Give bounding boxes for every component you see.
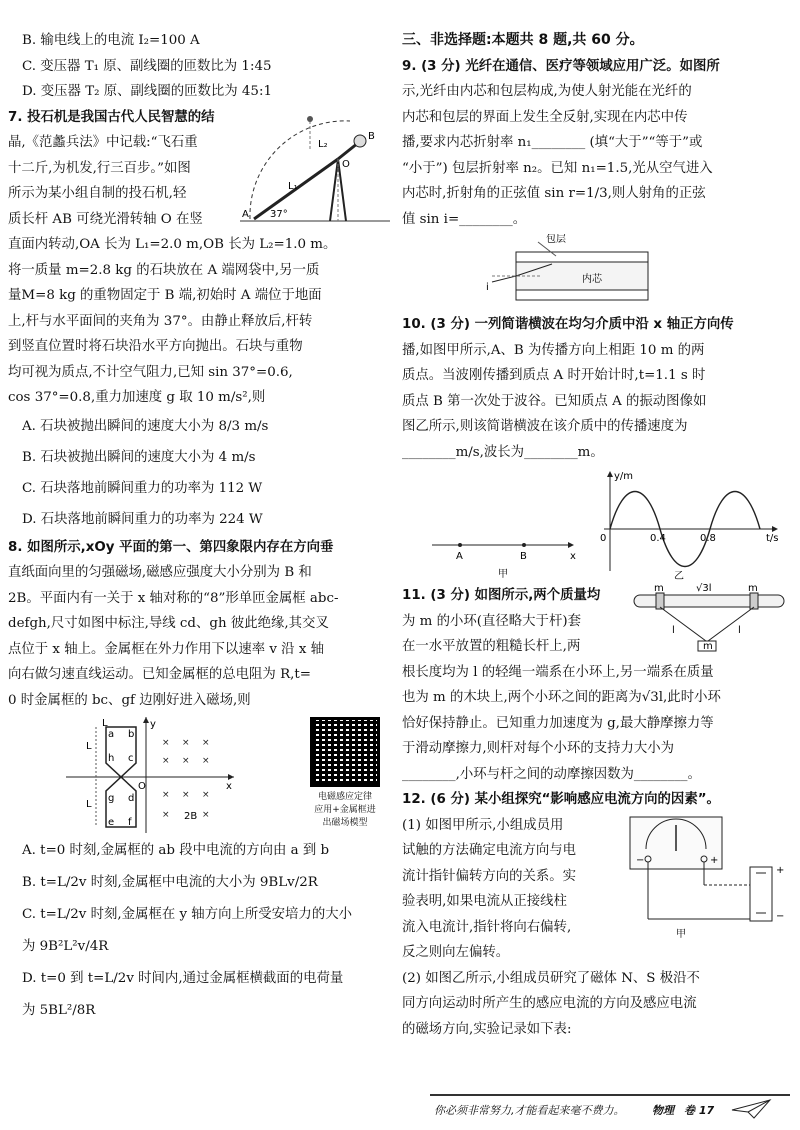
t-axis-label: t/s [766,533,779,544]
vibration-graph [590,467,790,581]
svg-text:×: × [182,738,190,748]
page-footer [430,1094,790,1124]
svg-text:×: × [162,810,170,820]
q7-line: 所示为某小组自制的投石机,轻 [8,186,187,201]
pivot-o-label: O [342,158,350,170]
galvanometer-circuit-diagram [624,815,792,941]
q10-line: ________m/s,波长为________m。 [402,444,604,460]
q11-line: 11. (3 分) 如图所示,两个质量均 [402,588,601,603]
q6-options [8,28,392,105]
svg-text:×: × [162,756,170,766]
vertex-d-label: d [128,793,135,804]
battery-plus: + [776,865,785,876]
qr-code[interactable] [310,717,380,787]
ring-right-mass: m [748,583,758,594]
q12-line: (1) 如图甲所示,小组成员用 [402,817,564,833]
q8-line: 2B。平面内有一关于 x 轴对称的“8”形单匝金属框 abc- [8,590,339,606]
caption-jia: 甲 [676,929,686,940]
q8-line: 点位于 x 轴上。金属框在外力作用下以速率 v 沿 x 轴 [8,641,325,657]
q7-line: 量M=8 kg 的重物固定于 B 端,初始时 A 端位于地面 [8,288,322,303]
vertex-c-label: c [128,753,134,764]
q7-line: 上,杆与水平面间的夹角为 37°。由静止释放后,杆转 [8,313,313,329]
svg-text:×: × [162,790,170,800]
q11-line: 根长度均为 l 的轻绳一端系在小环上,另一端系在质量 [402,664,714,680]
q6-option-b: B. 输电线上的电流 I₂=100 A [22,33,200,48]
q12-line: (2) 如图乙所示,小组成员研究了磁体 N、S 极沿不 [402,970,700,986]
origin-label: O [138,781,146,792]
label-l-left-1: L [86,741,92,752]
svg-text:×: × [202,756,210,766]
question-8 [8,535,392,1028]
counterweight [354,135,366,147]
q9-line: 内芯时,折射角的正弦值 sin r=1/3,则人射角的正弦 [402,186,706,201]
q10-line: 10. (3 分) 一列简谐横波在均匀介质中沿 x 轴正方向传 [402,317,734,332]
q7-option-b: B. 石块被抛出瞬间的速度大小为 4 m/s [22,449,256,465]
x-axis-label: x [570,551,576,562]
l1-label: L₁ [288,180,298,192]
qr-caption: 电磁感应定律应用+金属框进出磁场模型 [314,792,376,828]
q8-line: 直纸面向里的匀强磁场,磁感应强度大小分别为 B 和 [8,565,312,580]
caption-jia: 甲 [498,569,508,579]
footer-motto: 你必须非常努力,才能看起来毫不费力。 [434,1104,625,1117]
q11-line: 在一水平放置的粗糙长杆上,两 [402,639,581,654]
q12-line: 验表明,如果电流从正接线柱 [402,894,567,909]
y-axis-label: y [150,719,156,730]
q9-line: 值 sin i=________。 [402,211,527,227]
plus-terminal: + [710,855,719,866]
label-l-top: L [102,718,108,729]
tick-0-label: 0 [600,533,607,544]
tick-08-label: 0.8 [700,533,716,544]
vertex-g-label: g [108,793,115,804]
q9-figure-area [402,232,794,312]
tick-04-label: 0.4 [650,533,666,544]
question-10 [402,312,794,583]
block-mass-label: m [703,641,713,652]
q7-option-d: D. 石块落地前瞬间重力的功率为 224 W [22,511,263,527]
q10-line: 质点。当波刚传播到质点 A 时开始计时,t=1.1 s 时 [402,368,706,383]
q7-line: 十二斤,为机发,行三百步。”如图 [8,160,191,176]
vertex-b-label: b [128,729,135,740]
left-column [8,28,392,1027]
q12-line: 流计指针偏转方向的关系。实 [402,868,577,884]
q7-option-a: A. 石块被抛出瞬间的速度大小为 8/3 m/s [22,418,269,434]
wave-line-diagram [432,535,582,579]
label-l-left-2: L [86,799,92,810]
q12-line: 流入电流计,指针将向右偏转, [402,919,572,935]
vertex-f-label: f [128,817,132,828]
point-b-label: B [520,551,527,562]
q11-line: 为 m 的小环(直径略大于杆)套 [402,613,581,629]
q6-option-c: C. 变压器 T₁ 原、副线圈的匝数比为 1:45 [22,58,272,74]
core-label: 内芯 [582,274,602,285]
question-12 [402,787,794,1042]
svg-text:×: × [202,810,210,820]
q10-line: 图乙所示,则该简谐横波在该介质中的传播速度为 [402,419,688,434]
q8-line: 8. 如图所示,xOy 平面的第一、第四象限内存在方向垂 [8,539,334,555]
svg-text:×: × [202,738,210,748]
ring-left-mass: m [654,583,664,594]
q7-line: cos 37°=0.8,重力加速度 g 取 10 m/s²,则 [8,390,266,405]
q7-line: 7. 投石机是我国古代人民智慧的结 [8,109,215,125]
q8-option-b: B. t=L/2v 时刻,金属框中电流的大小为 9BLv/2R [22,875,318,890]
rope-right-label: l [738,625,741,636]
q7-line: 均可视为质点,不计空气阻力,已知 sin 37°=0.6, [8,364,293,380]
vertex-a-label: a [108,729,115,740]
angle-label: 37° [270,208,288,220]
question-11 [402,583,794,787]
question-9 [402,54,794,313]
q11-line: 也为 m 的木块上,两个小环之间的距离为√3l,此时小环 [402,690,721,705]
q7-line: 质长杆 AB 可绕光滑转轴 O 在竖 [8,211,203,227]
l2-label: L₂ [318,138,328,150]
optical-fiber-diagram [482,234,662,310]
point-a-label: A [242,208,249,220]
battery-minus: − [776,911,785,922]
q8-figure-area [8,713,392,835]
q9-line: 播,要求内芯折射率 n₁________ (填“大于”“等于”或 [402,135,703,150]
q8-line: 向右做匀速直线运动。已知金属框的总电阻为 R,t= [8,667,312,682]
right-column [402,28,794,1042]
q9-line: “小于”) 包层折射率 n₂。已知 n₁=1.5,光从空气进入 [402,160,713,176]
q7-line: 晶,《范蠡兵法》中记载:“飞石重 [8,135,198,150]
point-b-label: B [368,130,375,142]
footer-subject: 物理 [652,1104,674,1117]
minus-terminal: − [636,855,645,866]
q10-line: 播,如图甲所示,A、B 为传播方向上相距 10 m 的两 [402,342,705,358]
q8-option-a: A. t=0 时刻,金属框的 ab 段中电流的方向由 a 到 b [22,843,330,858]
q7-line: 将一质量 m=2.8 kg 的石块放在 A 端网袋中,另一质 [8,262,320,278]
rings-on-rod-diagram [630,583,790,657]
y-axis-label: y/m [614,471,634,482]
q8-option-d: D. t=0 到 t=L/2v 时间内,通过金属框横截面的电荷量 [22,971,344,986]
q11-line: 恰好保持静止。已知重力加速度为 g,最大静摩擦力等 [402,715,714,731]
paper-plane-icon [730,1098,774,1120]
q12-line: 同方向运动时所产生的感应电流的方向及感应电流 [402,996,697,1011]
q7-line: 到竖直位置时将石块沿水平方向抛出。石块与重物 [8,339,303,354]
x-axis-label: x [226,781,232,792]
q11-line: 于滑动摩擦力,则杆对每个小环的支持力大小为 [402,741,675,756]
vertex-h-label: h [108,753,115,764]
vertex-e-label: e [108,817,115,828]
q9-line: 示,光纤由内芯和包层构成,为使人射光能在光纤的 [402,84,692,99]
q8-option-c: C. t=L/2v 时刻,金属框在 y 轴方向上所受安培力的大小 [22,907,352,922]
caption-yi: 乙 [674,571,684,581]
q7-line: 直面内转动,OA 长为 L₁=2.0 m,OB 长为 L₂=1.0 m。 [8,237,337,252]
section-heading: 三、非选择题:本题共 8 题,共 60 分。 [402,32,644,48]
incidence-angle-label: i [486,282,489,293]
cladding-label: 包层 [546,234,566,245]
svg-text:×: × [182,790,190,800]
question-7 [8,105,392,535]
footer-page-number: 卷 17 [684,1104,715,1117]
svg-text:×: × [182,756,190,766]
rope-left-label: l [672,625,675,636]
q12-line: 12. (6 分) 某小组探究“影响感应电流方向的因素”。 [402,792,720,807]
q12-line: 试触的方法确定电流方向与电 [402,843,577,858]
q8-line: 0 时金属框的 bc、gf 边刚好进入磁场,则 [8,692,251,708]
q10-line: 质点 B 第一次处于波谷。已知质点 A 的振动图像如 [402,393,707,409]
q9-line: 内芯和包层的界面上发生全反射,实现在内芯中传 [402,109,688,125]
q12-line: 反之则向左偏转。 [402,945,510,960]
q8-line: defgh,尺寸如图中标注,导线 cd、gh 彼此绝缘,其交叉 [8,616,329,631]
field-2b-label: 2B [184,811,198,822]
q8-option-c-cont: 为 9B²L²v/4R [22,939,109,954]
q6-option-d: D. 变压器 T₂ 原、副线圈的匝数比为 45:1 [22,84,272,99]
ring-distance-label: √3l [696,583,712,594]
q12-line: 的磁场方向,实验记录如下表: [402,1021,572,1037]
q10-figure-area [402,465,794,583]
figure-eight-frame-diagram [66,717,236,833]
q11-line: ________,小环与杆之间的动摩擦因数为________。 [402,766,701,782]
q9-line: 9. (3 分) 光纤在通信、医疗等领域应用广泛。如图所 [402,58,720,74]
svg-text:×: × [162,738,170,748]
point-a-label: A [456,551,463,562]
svg-text:×: × [202,790,210,800]
trebuchet-figure [240,109,390,227]
q8-option-d-cont: 为 5BL²/8R [22,1003,96,1018]
q7-option-c: C. 石块落地前瞬间重力的功率为 112 W [22,480,263,496]
